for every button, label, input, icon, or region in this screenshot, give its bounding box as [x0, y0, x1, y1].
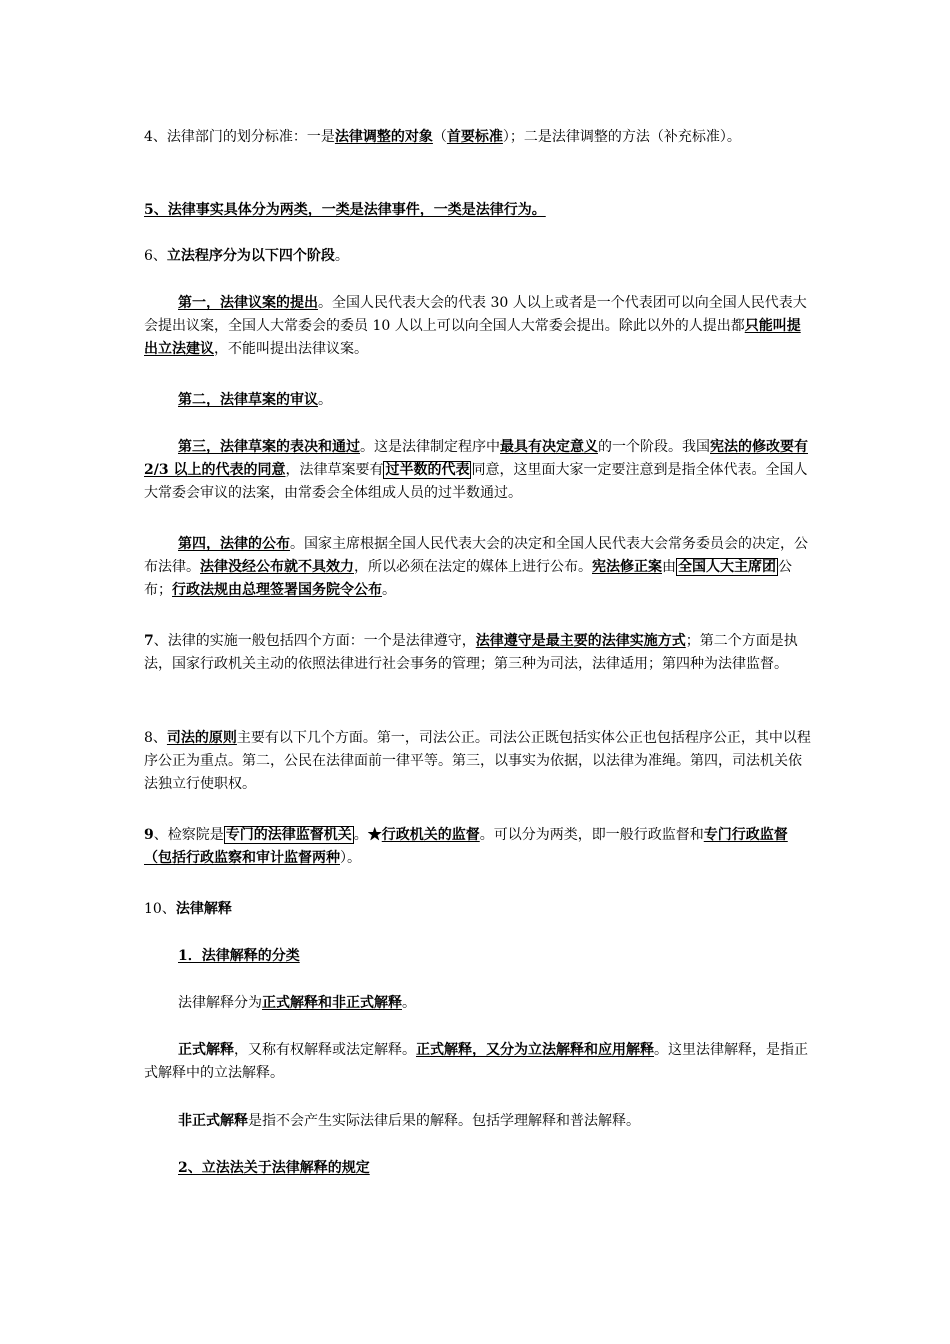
bold-text: 正式解释: [178, 1042, 234, 1058]
boxed-text: 专门的法律监督机关: [225, 827, 352, 843]
text: ）。: [340, 850, 361, 866]
text: 主要有以下几个方面。第一，司法公正。司法公正既包括实体公正也包括程序公正，其中以程序公正为重点。第二，公民在法律面前一律平等。第三，以事实为依据，以法律为准绳。第四，司法机关依法独立行使职权。: [144, 730, 811, 792]
paragraph-8: [144, 727, 812, 796]
number: 9: [144, 827, 154, 843]
stage-3: [144, 436, 812, 505]
text: ，又称有权解释或法定解释。: [234, 1042, 416, 1058]
highlight-text: 专门行政监督（包括行政监察和审计监督两种: [144, 827, 788, 866]
text: ）；二是法律调整的方法（补充标准）。: [502, 129, 741, 145]
text: 。: [382, 582, 396, 598]
subheading-2: 2、立法法关于法律解释的规定: [178, 1160, 370, 1176]
paragraph-9: [144, 824, 812, 870]
text: （: [432, 129, 447, 145]
paragraph-5: 5、法律事实具体分为两类，一类是法律事件，一类是法律行为。: [144, 202, 546, 218]
star-icon: ★: [367, 827, 382, 843]
highlight-text: 行政机关的监督: [381, 827, 480, 843]
text: 由: [662, 559, 676, 575]
paragraph-7: [144, 630, 812, 676]
line-informal-interpretation: [144, 1110, 812, 1133]
text: 。国家主席根据全国人民代表大会的决定和全国人民代表大会常务委员会的决定，公布法律。: [144, 536, 808, 575]
text: ，法律草案要有: [285, 462, 384, 478]
text: 。: [402, 995, 416, 1011]
text: 法律解释分为: [178, 995, 262, 1011]
highlight-text: 司法的原则: [166, 730, 237, 746]
boxed-text: 全国人大主席团: [678, 559, 776, 575]
text: 、检察院是: [153, 827, 224, 843]
highlight-text: 宪法修正案: [592, 559, 662, 575]
text: 。这里法律解释，是指正式解释中的立法解释。: [144, 1042, 808, 1081]
text: 、法律的实施一般包括四个方面：一个是法律遵守，: [153, 633, 476, 649]
line-classification: [144, 992, 812, 1015]
boxed-text: 过半数的代表: [385, 462, 470, 478]
text: 10、: [144, 901, 176, 917]
text: 同意，这里面大家一定要注意到是指全体代表。全国人大常委会审议的法案，由常委会全体组成人员的过半数通过。: [144, 462, 808, 501]
text: 8、: [144, 730, 167, 746]
text: 6、: [144, 248, 167, 264]
highlight-text: 只能叫提出立法建议: [144, 318, 801, 357]
highlight-text: 正式解释和非正式解释: [262, 995, 402, 1011]
bold-text: 立法程序分为以下四个阶段: [166, 248, 335, 264]
stage-4: [144, 533, 812, 602]
text: 。可以分为两类，即一般行政监督和: [479, 827, 704, 843]
highlight-text: 最具有决定意义: [500, 439, 598, 455]
text: 。: [334, 248, 349, 264]
highlight-text: 正式解释，又分为立法解释和应用解释: [416, 1042, 654, 1058]
stage-heading: 第一，法律议案的提出: [178, 295, 318, 311]
text: 。全国人民代表大会的代表 30 人以上或者是一个代表团可以向全国人民代表大会提出议案，全国人大常委会的委员 10 人以上可以向全国人大常委会提出。除此以外的人提出都: [144, 295, 807, 334]
text: 的一个阶段。我国: [598, 439, 710, 455]
line-formal-interpretation: [144, 1039, 812, 1085]
bold-text: 非正式解释: [178, 1113, 248, 1129]
highlight-text: 行政法规由总理签署国务院令公布: [172, 582, 382, 598]
highlight-text: 法律调整的对象: [334, 129, 433, 145]
stage-1: [144, 292, 812, 361]
text: ，不能叫提出法律议案。: [214, 341, 368, 357]
subheading-1: 1．法律解释的分类: [178, 948, 300, 964]
paragraph-4: [144, 126, 812, 149]
stage-heading: 第三，法律草案的表决和通过: [178, 439, 360, 455]
number: 7: [144, 633, 154, 649]
highlight-text: 法律没经公布就不具效力: [200, 559, 354, 575]
stage-heading: 第二，法律草案的审议: [178, 392, 318, 408]
text: 。: [353, 827, 368, 843]
paragraph-10: [144, 898, 812, 921]
text: 。这是法律制定程序中: [360, 439, 500, 455]
paragraph-6: [144, 245, 812, 268]
text: ；第二个方面是执法，国家行政机关主动的依照法律进行社会事务的管理；第三种为司法，法律适用；第四种为法律监督。: [144, 633, 798, 672]
highlight-text: 宪法的修改要有 2/3 以上的代表的同意: [144, 439, 808, 478]
text: 4、法律部门的划分标准：一是: [144, 129, 335, 145]
highlight-text: 首要标准: [446, 129, 503, 145]
highlight-text: 法律遵守是最主要的法律实施方式: [475, 633, 686, 649]
text: ，所以必须在法定的媒体上进行公布。: [354, 559, 592, 575]
text: 是指不会产生实际法律后果的解释。包括学理解释和普法解释。: [248, 1113, 640, 1129]
text: 。: [318, 392, 332, 408]
text: 公布；: [144, 559, 792, 598]
stage-2: [144, 389, 812, 412]
stage-heading: 第四，法律的公布: [178, 536, 290, 552]
section-title: 法律解释: [175, 901, 232, 917]
